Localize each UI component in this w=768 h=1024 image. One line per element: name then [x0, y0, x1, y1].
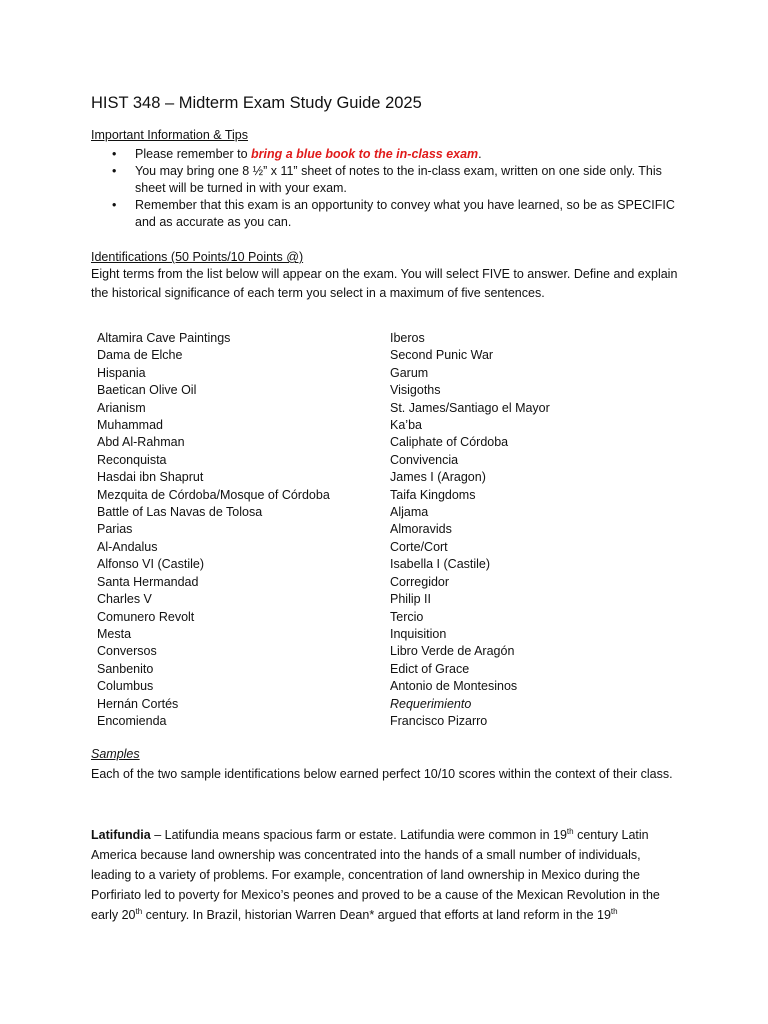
- term-item: Mezquita de Córdoba/Mosque of Córdoba: [97, 487, 330, 502]
- term-item: Edict of Grace: [390, 661, 470, 676]
- term-item: Alfonso VI (Castile): [97, 557, 204, 572]
- term-item: Isabella I (Castile): [390, 557, 491, 572]
- term-item: Philip II: [390, 592, 431, 607]
- samples-heading: Samples: [91, 747, 140, 761]
- term-item: Visigoths: [390, 383, 441, 398]
- term-item: Arianism: [97, 400, 146, 415]
- term-item: Second Punic War: [390, 348, 494, 363]
- term-item: Requerimiento: [390, 696, 472, 711]
- identifications-instructions: Eight terms from the list below will appear on the exam. You will select FIVE to answer. Define and explain the historical significance of each term you select in a maximum of five sentences.: [91, 267, 678, 300]
- tip-item: • You may bring one 8 ½” x 11” sheet of notes to the in-class exam, written on one side only. This sheet will be turned in with your exam.: [112, 164, 662, 195]
- term-item: Parias: [97, 522, 133, 537]
- term-item: Encomienda: [97, 713, 167, 728]
- term-item: Columbus: [97, 679, 154, 694]
- terms-column-right: [390, 330, 680, 730]
- term-item: Hispania: [97, 365, 146, 380]
- term-item: Aljama: [390, 505, 429, 520]
- term-item: Dama de Elche: [97, 348, 183, 363]
- samples-intro: Each of the two sample identifications below earned perfect 10/10 scores within the context of their class.: [91, 767, 673, 781]
- tips-list: [91, 146, 681, 231]
- term-item: Sanbenito: [97, 661, 154, 676]
- page-title: HIST 348 – Midterm Exam Study Guide 2025: [91, 94, 422, 112]
- term-item: Convivencia: [390, 452, 459, 467]
- term-item: Abd Al-Rahman: [97, 435, 185, 450]
- term-item: Altamira Cave Paintings: [97, 331, 231, 345]
- term-item: Hasdai ibn Shaprut: [97, 470, 204, 485]
- identifications-heading: Identifications (50 Points/10 Points @): [91, 250, 304, 264]
- bullet-icon: •: [112, 164, 117, 178]
- term-item: Antonio de Montesinos: [390, 679, 518, 694]
- blue-book-reminder: bring a blue book to the in-class exam: [251, 147, 479, 161]
- term-item: Inquisition: [390, 626, 447, 641]
- sample-identification: Latifundia – Latifundia means spacious farm or estate. Latifundia were common in 19th century Latin America because land ownership was concentrated into the hands of a small number of individuals, leading to a variety of problems. For example, concentration of land ownership in Mexico during the Porfiriato led to poverty for Mexico’s peones and proved to be a cause of the Mexican Revolution in the early 20th century. In Brazil, historian Warren Dean* argued that efforts at land reform in the 19th: [91, 826, 660, 922]
- tip-item: • Remember that this exam is an opportunity to convey what you have learned, so be as SPECIFIC and as accurate as you can.: [112, 198, 675, 229]
- term-item: Ka’ba: [390, 418, 422, 433]
- term-item: Taifa Kingdoms: [390, 487, 476, 502]
- term-item: Muhammad: [97, 418, 163, 433]
- term-item: Battle of Las Navas de Tolosa: [97, 505, 263, 520]
- term-item: Comunero Revolt: [97, 609, 195, 624]
- bullet-icon: •: [112, 147, 117, 161]
- term-item: Al-Andalus: [97, 539, 158, 554]
- term-item: James I (Aragon): [390, 470, 486, 485]
- term-item: Reconquista: [97, 452, 167, 467]
- term-item: Caliphate of Córdoba: [390, 435, 509, 450]
- term-item: Almoravids: [390, 522, 452, 537]
- term-item: Hernán Cortés: [97, 696, 179, 711]
- term-item: St. James/Santiago el Mayor: [390, 400, 550, 415]
- term-item: Mesta: [97, 626, 132, 641]
- bullet-icon: •: [112, 198, 117, 212]
- tip-item: • Please remember to bring a blue book to the in-class exam.: [112, 147, 482, 161]
- term-item: Conversos: [97, 644, 157, 659]
- term-item: Corte/Cort: [390, 539, 448, 554]
- term-item: Francisco Pizarro: [390, 713, 488, 728]
- term-item: Garum: [390, 365, 429, 380]
- sample-term: Latifundia: [91, 827, 151, 842]
- terms-column-left: [97, 330, 387, 730]
- term-item: Santa Hermandad: [97, 574, 199, 589]
- term-item: Iberos: [390, 331, 425, 345]
- term-item: Baetican Olive Oil: [97, 383, 197, 398]
- term-item: Corregidor: [390, 574, 450, 589]
- term-item: Tercio: [390, 609, 424, 624]
- term-item: Charles V: [97, 592, 152, 607]
- important-info-heading: Important Information & Tips: [91, 128, 249, 142]
- term-item: Libro Verde de Aragón: [390, 644, 515, 659]
